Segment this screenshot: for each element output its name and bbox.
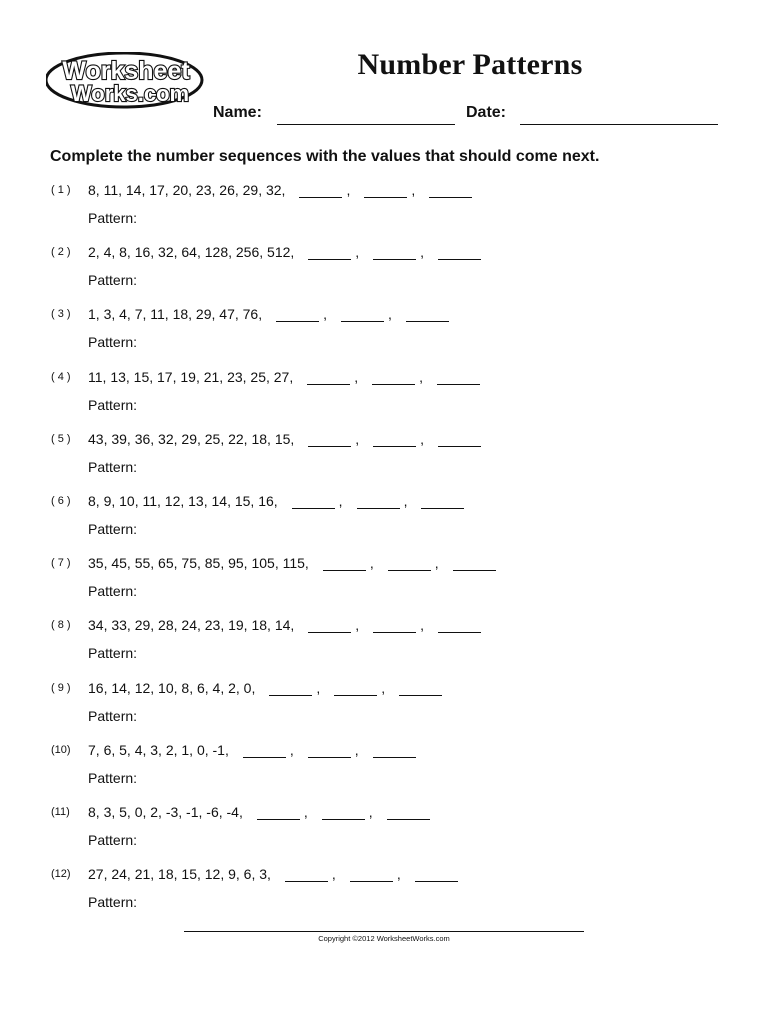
blank-separator: , bbox=[420, 430, 425, 447]
blank-separator: , bbox=[355, 617, 360, 634]
blank-separator: , bbox=[289, 741, 294, 758]
sequence-text: 35, 45, 55, 65, 75, 85, 95, 105, 115, bbox=[88, 555, 309, 572]
answer-blank[interactable] bbox=[438, 432, 481, 447]
blank-separator: , bbox=[354, 368, 359, 385]
answer-blank[interactable] bbox=[276, 307, 319, 322]
sequence-line bbox=[88, 804, 430, 820]
blank-separator: , bbox=[381, 679, 386, 696]
blank-separator: , bbox=[420, 244, 425, 261]
blank-separator: , bbox=[434, 555, 439, 572]
problem-number: ( 6 ) bbox=[51, 495, 71, 507]
answer-blank[interactable] bbox=[388, 556, 431, 571]
answer-blank[interactable] bbox=[373, 432, 416, 447]
answer-blank[interactable] bbox=[373, 618, 416, 633]
problem-number: ( 4 ) bbox=[51, 370, 71, 383]
answer-blank[interactable] bbox=[307, 370, 350, 385]
pattern-label: Pattern: bbox=[88, 832, 138, 848]
pattern-label: Pattern: bbox=[88, 334, 138, 351]
answer-blank[interactable] bbox=[387, 805, 430, 820]
answer-blank[interactable] bbox=[308, 618, 351, 633]
blank-separator: , bbox=[355, 244, 360, 261]
sequence-text: 43, 39, 36, 32, 29, 25, 22, 18, 15, bbox=[88, 430, 295, 447]
pattern-label: Pattern: bbox=[88, 396, 138, 413]
blank-separator: , bbox=[368, 804, 373, 820]
date-field[interactable] bbox=[520, 124, 718, 125]
pattern-label: Pattern: bbox=[88, 521, 138, 537]
problem-number: ( 5 ) bbox=[51, 432, 71, 445]
sequence-line bbox=[88, 431, 481, 447]
problem-row bbox=[0, 242, 768, 300]
sequence-text: 7, 6, 5, 4, 3, 2, 1, 0, -1, bbox=[88, 741, 229, 758]
page-title: Number Patterns bbox=[357, 48, 583, 81]
answer-blank[interactable] bbox=[299, 183, 342, 198]
answer-blank[interactable] bbox=[322, 805, 365, 820]
logo-text-line1: Worksheet bbox=[62, 57, 190, 85]
pattern-label: Pattern: bbox=[88, 272, 138, 289]
problem-number: (10) bbox=[51, 743, 71, 756]
sequence-line bbox=[88, 742, 416, 758]
footer-divider bbox=[184, 931, 584, 932]
answer-blank[interactable] bbox=[364, 183, 407, 198]
answer-blank[interactable] bbox=[308, 432, 351, 447]
answer-blank[interactable] bbox=[453, 556, 496, 571]
blank-separator: , bbox=[420, 617, 425, 634]
blank-separator: , bbox=[419, 368, 424, 385]
sequence-line bbox=[88, 182, 472, 198]
problem-number: ( 7 ) bbox=[51, 557, 71, 570]
answer-blank[interactable] bbox=[437, 370, 480, 385]
answer-blank[interactable] bbox=[372, 370, 415, 385]
blank-separator: , bbox=[369, 555, 374, 572]
problem-number: (12) bbox=[51, 868, 71, 881]
problem-number: ( 1 ) bbox=[51, 184, 71, 196]
problem-row bbox=[0, 304, 768, 362]
sequence-text: 11, 13, 15, 17, 19, 21, 23, 25, 27, bbox=[88, 368, 294, 385]
sequence-line bbox=[88, 555, 496, 571]
problem-row bbox=[0, 553, 768, 611]
logo-text-line2: Works.com bbox=[70, 81, 190, 106]
answer-blank[interactable] bbox=[373, 743, 416, 758]
pattern-label: Pattern: bbox=[88, 645, 138, 662]
problem-row bbox=[0, 615, 768, 673]
blank-separator: , bbox=[411, 182, 416, 198]
blank-separator: , bbox=[396, 866, 401, 883]
sequence-text: 8, 3, 5, 0, 2, -3, -1, -6, -4, bbox=[88, 804, 243, 820]
problem-row bbox=[0, 491, 768, 549]
pattern-label: Pattern: bbox=[88, 894, 138, 911]
pattern-label: Pattern: bbox=[88, 769, 138, 786]
answer-blank[interactable] bbox=[406, 307, 449, 322]
blank-separator: , bbox=[403, 493, 408, 509]
answer-blank[interactable] bbox=[438, 245, 481, 260]
answer-blank[interactable] bbox=[334, 681, 377, 696]
blank-separator: , bbox=[316, 679, 321, 696]
pattern-label: Pattern: bbox=[88, 583, 138, 600]
blank-separator: , bbox=[338, 493, 343, 509]
problem-number: (11) bbox=[51, 806, 70, 818]
sequence-text: 2, 4, 8, 16, 32, 64, 128, 256, 512, bbox=[88, 244, 295, 261]
pattern-label: Pattern: bbox=[88, 210, 138, 226]
sequence-line bbox=[88, 306, 449, 322]
sequence-text: 1, 3, 4, 7, 11, 18, 29, 47, 76, bbox=[88, 306, 263, 323]
problem-row bbox=[0, 678, 768, 736]
blank-separator: , bbox=[346, 182, 351, 198]
blank-separator: , bbox=[303, 804, 308, 820]
answer-blank[interactable] bbox=[373, 245, 416, 260]
sequence-line bbox=[88, 244, 481, 260]
answer-blank[interactable] bbox=[269, 681, 312, 696]
problem-number: ( 3 ) bbox=[51, 308, 71, 321]
blank-separator: , bbox=[355, 430, 360, 447]
sequence-text: 8, 9, 10, 11, 12, 13, 14, 15, 16, bbox=[88, 493, 278, 509]
name-label: Name: bbox=[213, 104, 262, 121]
answer-blank[interactable] bbox=[438, 618, 481, 633]
answer-blank[interactable] bbox=[285, 867, 328, 882]
sequence-text: 8, 11, 14, 17, 20, 23, 26, 29, 32, bbox=[88, 182, 286, 198]
problem-row bbox=[0, 740, 768, 798]
problem-number: ( 9 ) bbox=[51, 681, 71, 694]
answer-blank[interactable] bbox=[292, 494, 335, 509]
sequence-text: 34, 33, 29, 28, 24, 23, 19, 18, 14, bbox=[88, 617, 295, 634]
blank-separator: , bbox=[387, 306, 392, 323]
problem-row bbox=[0, 367, 768, 425]
pattern-label: Pattern: bbox=[88, 707, 138, 724]
sequence-line bbox=[88, 680, 442, 696]
answer-blank[interactable] bbox=[357, 494, 400, 509]
answer-blank[interactable] bbox=[350, 867, 393, 882]
answer-blank[interactable] bbox=[243, 743, 286, 758]
answer-blank[interactable] bbox=[399, 681, 442, 696]
instructions: Complete the number sequences with the values that should come next. bbox=[50, 148, 600, 165]
name-field[interactable] bbox=[277, 124, 455, 125]
blank-separator: , bbox=[331, 866, 336, 883]
blank-separator: , bbox=[323, 306, 327, 323]
problem-row bbox=[0, 180, 768, 238]
sequence-line bbox=[88, 369, 480, 385]
answer-blank[interactable] bbox=[429, 183, 472, 198]
answer-blank[interactable] bbox=[421, 494, 464, 509]
answer-blank[interactable] bbox=[308, 245, 351, 260]
problem-row bbox=[0, 802, 768, 860]
answer-blank[interactable] bbox=[415, 867, 458, 882]
sequence-line bbox=[88, 617, 481, 633]
sequence-text: 27, 24, 21, 18, 15, 12, 9, 6, 3, bbox=[88, 866, 271, 883]
answer-blank[interactable] bbox=[308, 743, 351, 758]
answer-blank[interactable] bbox=[341, 307, 384, 322]
worksheetworks-logo bbox=[46, 52, 206, 112]
pattern-label: Pattern: bbox=[88, 458, 138, 475]
problem-row bbox=[0, 864, 768, 922]
date-label: Date: bbox=[466, 104, 507, 121]
problem-number: ( 2 ) bbox=[51, 246, 71, 259]
copyright-text: Copyright ©2012 WorksheetWorks.com bbox=[318, 934, 450, 943]
blank-separator: , bbox=[354, 741, 359, 758]
answer-blank[interactable] bbox=[257, 805, 300, 820]
problem-row bbox=[0, 429, 768, 487]
answer-blank[interactable] bbox=[323, 556, 366, 571]
sequence-line bbox=[88, 866, 458, 882]
sequence-line bbox=[88, 493, 464, 509]
problem-number: ( 8 ) bbox=[51, 619, 71, 632]
sequence-text: 16, 14, 12, 10, 8, 6, 4, 2, 0, bbox=[88, 679, 256, 696]
